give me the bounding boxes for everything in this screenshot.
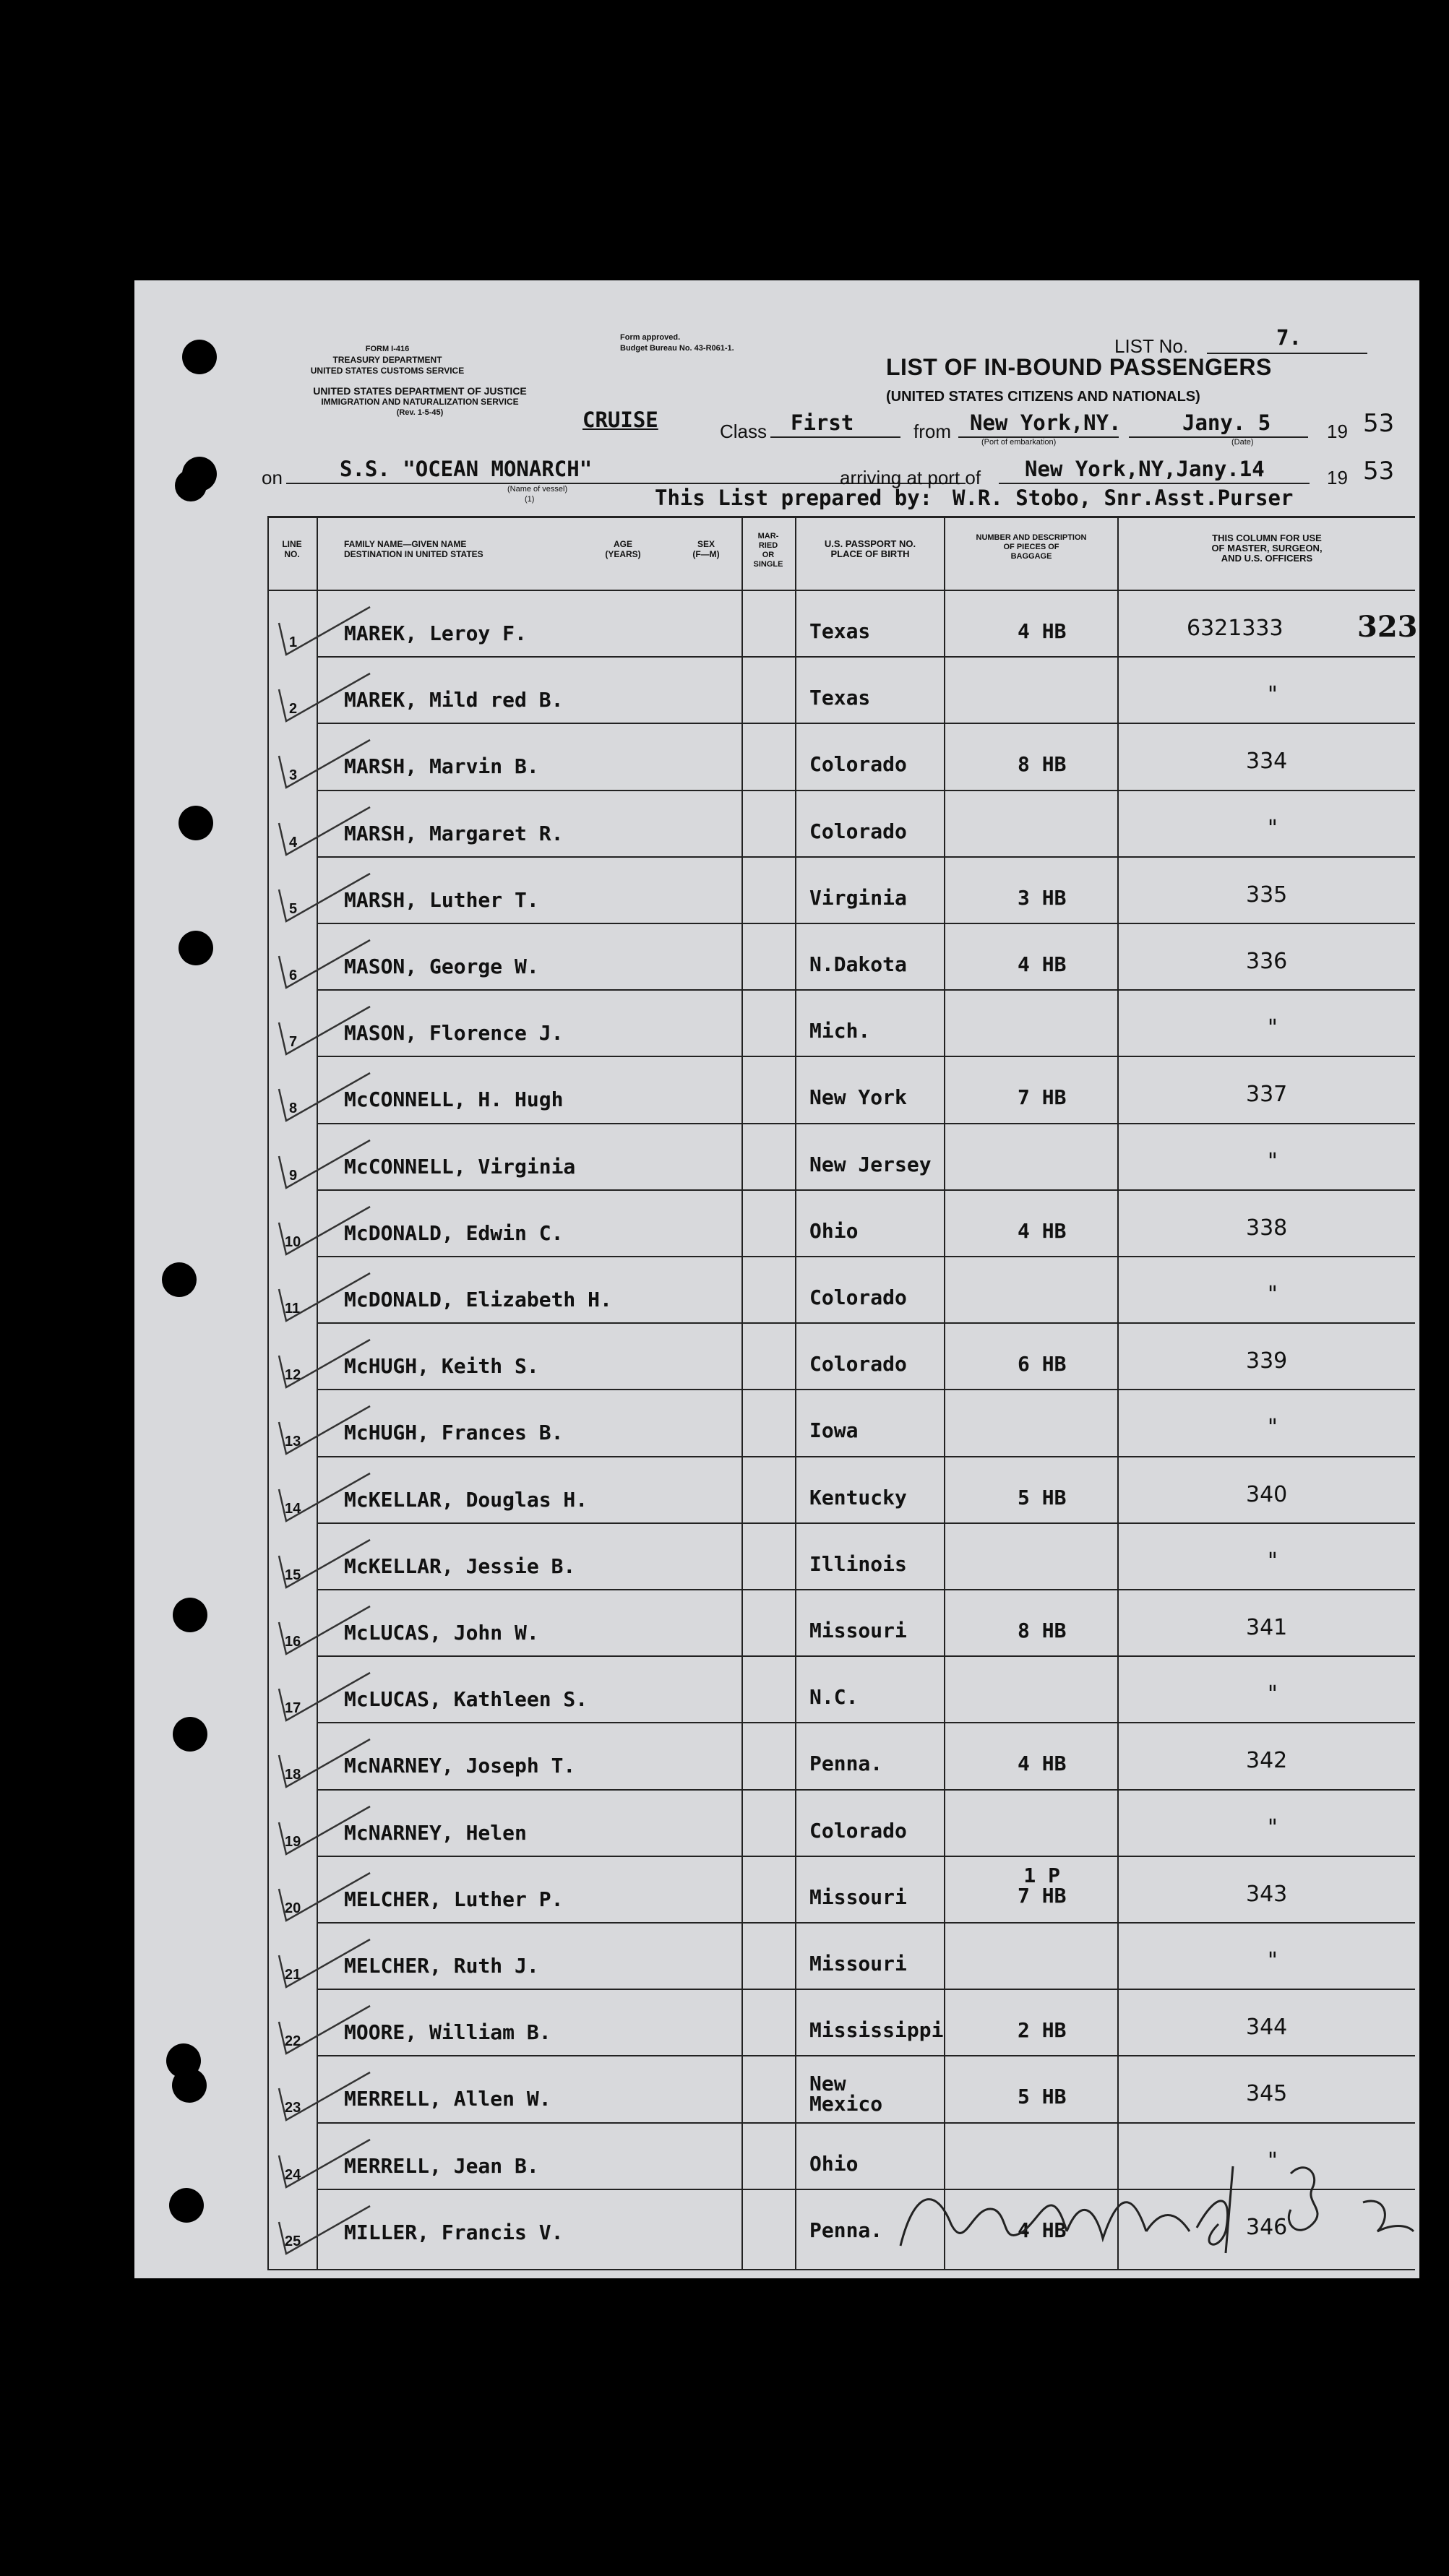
check-mark-icon: [276, 1667, 377, 1725]
dept-customs: UNITED STATES CUSTOMS SERVICE: [310, 366, 465, 376]
officer-note: 339: [1246, 1348, 1288, 1374]
line-number: 25: [285, 2233, 301, 2249]
place-of-birth: Colorado: [809, 752, 907, 777]
check-mark-icon: [276, 1468, 377, 1525]
check-mark-icon: [276, 2000, 377, 2058]
line-number: 10: [285, 1233, 301, 1250]
passenger-name: McHUGH, Frances B.: [344, 1421, 564, 1445]
check-mark-icon: [276, 1201, 377, 1259]
row-divider: [317, 1389, 1415, 1390]
col-officers: THIS COLUMN FOR USE OF MASTER, SURGEON, AND U.S. OFFICERS: [1211, 533, 1323, 564]
form-approved: Form approved.: [620, 333, 681, 342]
row-divider: [317, 1522, 1415, 1524]
officer-note: 340: [1246, 1481, 1288, 1507]
row-divider: [317, 1655, 1415, 1657]
col-married: MAR- RIED OR SINGLE: [753, 532, 783, 569]
place-of-birth: N.C.: [809, 1685, 859, 1710]
passenger-name: MASON, George W.: [344, 955, 539, 978]
passenger-name: MAREK, Mild red B.: [344, 688, 564, 712]
col-sex: SEX (F—M): [692, 539, 720, 559]
officer-note: 342: [1246, 1748, 1288, 1774]
line-number: 7: [289, 1034, 298, 1051]
line-number: 21: [285, 1967, 301, 1983]
depart-date: Jany. 5: [1182, 410, 1271, 435]
place-of-birth: Illinois: [809, 1551, 907, 1576]
budget-bureau: Budget Bureau No. 43-R061-1.: [620, 344, 734, 353]
place-of-birth: Missouri: [809, 1952, 907, 1976]
check-mark-icon: [276, 1334, 377, 1392]
passenger-name: MILLER, Francis V.: [344, 2220, 564, 2244]
line-number: 20: [285, 1900, 301, 1916]
line-number: 14: [285, 1500, 301, 1517]
row-divider: [317, 1856, 1415, 1857]
line-number: 8: [289, 1100, 298, 1117]
passenger-name: McKELLAR, Douglas H.: [344, 1487, 588, 1512]
row-divider: [317, 656, 1415, 658]
line-number: 1: [289, 634, 298, 650]
place-of-birth: N.Dakota: [809, 952, 907, 976]
line-number: 5: [289, 900, 298, 917]
passenger-name: McCONNELL, Virginia: [344, 1154, 576, 1179]
officer-note: 6321333: [1187, 616, 1284, 641]
place-of-birth: Kentucky: [809, 1485, 907, 1509]
line-number: 3: [289, 767, 298, 784]
officer-note: ": [1268, 1015, 1278, 1041]
line-number: 15: [285, 1567, 301, 1583]
place-of-birth: Texas: [809, 619, 871, 643]
check-mark-icon: [276, 601, 377, 659]
line-number: 16: [285, 1634, 301, 1650]
place-of-birth: Missouri: [809, 1619, 907, 1642]
check-mark-icon: [276, 1601, 377, 1658]
col-passport: U.S. PASSPORT NO. PLACE OF BIRTH: [824, 538, 916, 559]
officer-note: ": [1268, 1948, 1278, 1973]
baggage: 2 HB: [1018, 2018, 1067, 2043]
dept-treasury: TREASURY DEPARTMENT: [332, 355, 442, 365]
check-mark-icon: [276, 1267, 377, 1325]
passenger-name: MASON, Florence J.: [344, 1021, 564, 1046]
page-title: LIST OF IN-BOUND PASSENGERS: [886, 354, 1272, 380]
check-mark-icon: [276, 934, 377, 992]
passenger-name: McNARNEY, Helen: [344, 1820, 527, 1845]
class-value: First: [791, 410, 854, 435]
prepared-label: This List prepared by:: [655, 486, 933, 510]
place-of-birth: Mississippi: [809, 2018, 944, 2043]
check-mark-icon: [276, 801, 377, 859]
row-divider: [317, 723, 1415, 724]
officer-note: 334: [1246, 749, 1288, 775]
form-number: FORM I-416: [365, 345, 410, 353]
officer-note: ": [1268, 1548, 1278, 1574]
baggage: 8 HB: [1018, 1619, 1067, 1642]
passenger-name: McLUCAS, Kathleen S.: [344, 1687, 588, 1712]
passenger-name: McLUCAS, John W.: [344, 1621, 539, 1645]
officer-note: 336: [1246, 949, 1288, 974]
year-2: 53: [1363, 457, 1395, 486]
place-of-birth: Colorado: [809, 819, 907, 843]
officer-note: 335: [1246, 882, 1288, 908]
check-mark-icon: [276, 1801, 377, 1858]
punch-hole: [179, 806, 213, 840]
officer-note: 341: [1246, 1615, 1288, 1640]
place-of-birth: Penna.: [809, 2218, 883, 2242]
place-of-birth: Colorado: [809, 1818, 907, 1843]
line-number: 22: [285, 2033, 301, 2050]
row-divider: [317, 989, 1415, 991]
place-of-birth: Texas: [809, 686, 871, 710]
punch-hole: [173, 1717, 207, 1752]
passenger-name: MERRELL, Jean B.: [344, 2153, 539, 2178]
class-label: Class: [720, 421, 768, 442]
handwritten-annotation: [886, 2145, 1435, 2260]
col-baggage: NUMBER AND DESCRIPTION OF PIECES OF BAGGAGE: [976, 533, 1087, 561]
vessel-sub: (Name of vessel): [507, 485, 568, 494]
check-mark-icon: [276, 2067, 377, 2124]
form-revision: (Rev. 1-5-45): [396, 408, 444, 417]
row-divider: [317, 1123, 1415, 1124]
date-sub: (Date): [1231, 438, 1254, 447]
check-mark-icon: [276, 1400, 377, 1458]
row-divider: [317, 2055, 1415, 2056]
line-number: 17: [285, 1700, 301, 1717]
list-no-value: 7.: [1276, 325, 1302, 350]
check-mark-icon: [276, 2200, 377, 2258]
arriving-label: arriving at port of: [840, 467, 981, 488]
check-mark-icon: [276, 1067, 377, 1125]
year-1: 53: [1363, 409, 1395, 438]
passenger-name: MARSH, Margaret R.: [344, 821, 564, 845]
punch-hole: [162, 1262, 197, 1297]
list-no-label: LIST No.: [1114, 335, 1189, 357]
baggage: 8 HB: [1018, 752, 1067, 777]
on-label: on: [262, 467, 283, 488]
passenger-name: McNARNEY, Joseph T.: [344, 1754, 576, 1778]
baggage: 1 P 7 HB: [1018, 1863, 1067, 1908]
passenger-name: McCONNELL, H. Hugh: [344, 1087, 564, 1112]
line-number: 19: [285, 1833, 301, 1850]
check-mark-icon: [276, 1534, 377, 1592]
dept-immigration: IMMIGRATION AND NATURALIZATION SERVICE: [321, 397, 519, 407]
check-mark-icon: [276, 1134, 377, 1192]
place-of-birth: Virginia: [809, 885, 907, 910]
col-name: FAMILY NAME—GIVEN NAME DESTINATION IN UNITED STATES: [344, 539, 483, 559]
row-divider: [317, 1789, 1415, 1791]
officer-note: 345: [1246, 2081, 1288, 2107]
officer-note: ": [1268, 1415, 1278, 1441]
place-of-birth: Ohio: [809, 2151, 859, 2176]
punch-hole: [172, 2068, 207, 2103]
from-sub: (Port of embarkation): [981, 438, 1057, 447]
row-divider: [317, 1722, 1415, 1723]
row-divider: [317, 856, 1415, 858]
line-number: 6: [289, 968, 298, 983]
officer-note: 346: [1246, 2214, 1288, 2240]
passenger-name: MARSH, Marvin B.: [344, 754, 539, 779]
manifest-page: [134, 280, 1419, 2278]
row-divider: [317, 923, 1415, 924]
row-divider: [317, 1456, 1415, 1457]
prepared-value: W.R. Stobo, Snr.Asst.Purser: [953, 486, 1294, 510]
officer-note: ": [1268, 815, 1278, 841]
place-of-birth: New Jersey: [809, 1152, 932, 1176]
check-mark-icon: [276, 1733, 377, 1791]
punch-hole: [175, 470, 207, 501]
cruise-label: CRUISE: [582, 408, 658, 432]
baggage: 4 HB: [1018, 2218, 1067, 2242]
punch-hole: [173, 1598, 207, 1632]
line-number: 9: [289, 1167, 298, 1184]
dept-justice: UNITED STATES DEPARTMENT OF JUSTICE: [313, 385, 527, 397]
row-divider: [317, 1589, 1415, 1590]
row-divider: [317, 1922, 1415, 1924]
row-divider: [317, 1189, 1415, 1191]
line-number: 18: [285, 1767, 301, 1783]
baggage: 7 HB: [1018, 1085, 1067, 1110]
place-of-birth: Mich.: [809, 1019, 871, 1043]
line-number: 13: [285, 1434, 301, 1450]
check-mark-icon: [276, 734, 377, 792]
check-mark-icon: [276, 2134, 377, 2192]
row-divider: [317, 2122, 1415, 2124]
officer-note: 338: [1246, 1215, 1288, 1241]
line-number: 12: [285, 1367, 301, 1384]
passenger-name: McDONALD, Edwin C.: [344, 1220, 564, 1245]
passenger-name: MELCHER, Ruth J.: [344, 1954, 539, 1978]
passenger-name: McDONALD, Elizabeth H.: [344, 1288, 612, 1311]
year-prefix: 19: [1327, 421, 1348, 442]
line-number: 23: [285, 2100, 301, 2116]
line-number: 24: [285, 2166, 301, 2183]
baggage: 5 HB: [1018, 1485, 1067, 1509]
baggage: 4 HB: [1018, 1752, 1067, 1776]
officer-note: ": [1268, 1148, 1278, 1174]
col-age: AGE (YEARS): [605, 539, 641, 559]
baggage: 4 HB: [1018, 619, 1067, 643]
passenger-name: MELCHER, Luther P.: [344, 1887, 564, 1911]
line-number: 2: [289, 701, 298, 718]
from-label: from: [913, 421, 951, 442]
place-of-birth: Missouri: [809, 1884, 907, 1909]
baggage: 4 HB: [1018, 952, 1067, 976]
place-of-birth: Iowa: [809, 1418, 859, 1443]
officer-note: 344: [1246, 2015, 1288, 2041]
baggage: 5 HB: [1018, 2085, 1067, 2109]
check-mark-icon: [276, 1001, 377, 1059]
row-divider: [317, 1256, 1415, 1257]
row-divider: [317, 1056, 1415, 1057]
baggage: 4 HB: [1018, 1218, 1067, 1243]
check-mark-icon: [276, 1934, 377, 1991]
check-mark-icon: [276, 668, 377, 725]
punch-hole: [169, 2188, 204, 2223]
year-prefix-2: 19: [1327, 467, 1348, 488]
officer-note: ": [1268, 2148, 1278, 2174]
baggage: 3 HB: [1018, 885, 1067, 910]
punch-hole: [179, 931, 213, 965]
line-number: 4: [289, 834, 298, 850]
officer-note: ": [1268, 682, 1278, 708]
page-subtitle: (UNITED STATES CITIZENS AND NATIONALS): [886, 389, 1200, 405]
officer-note: ": [1268, 1282, 1278, 1307]
from-value: New York,NY.: [970, 410, 1122, 435]
page-stamp: 323: [1357, 610, 1418, 644]
officer-note: 337: [1246, 1082, 1288, 1108]
place-of-birth: New Mexico: [809, 2072, 883, 2116]
check-mark-icon: [276, 868, 377, 926]
officer-note: ": [1268, 1681, 1278, 1707]
row-divider: [317, 790, 1415, 791]
passenger-name: MOORE, William B.: [344, 2020, 551, 2045]
place-of-birth: Colorado: [809, 1352, 907, 1377]
vessel-name: S.S. "OCEAN MONARCH": [340, 457, 593, 481]
place-of-birth: Penna.: [809, 1752, 883, 1776]
row-divider: [317, 1322, 1415, 1324]
officer-note: ": [1268, 1814, 1278, 1840]
row-divider: [317, 1989, 1415, 1990]
officer-note: 343: [1246, 1881, 1288, 1907]
passenger-name: MERRELL, Allen W.: [344, 2087, 551, 2111]
passenger-name: MAREK, Leroy F.: [344, 621, 527, 645]
vessel-sub-num: (1): [525, 495, 535, 504]
col-line-no: LINE NO.: [282, 539, 302, 559]
passenger-name: McHUGH, Keith S.: [344, 1354, 539, 1379]
place-of-birth: Colorado: [809, 1285, 907, 1309]
punch-hole: [182, 340, 217, 374]
place-of-birth: New York: [809, 1085, 907, 1110]
line-number: 11: [285, 1301, 301, 1317]
row-divider: [317, 2189, 1415, 2190]
place-of-birth: Ohio: [809, 1218, 859, 1243]
arrive-value: New York,NY,Jany.14: [1025, 457, 1265, 481]
check-mark-icon: [276, 1867, 377, 1925]
baggage: 6 HB: [1018, 1352, 1067, 1377]
passenger-name: MARSH, Luther T.: [344, 887, 539, 912]
passenger-name: McKELLAR, Jessie B.: [344, 1554, 576, 1578]
